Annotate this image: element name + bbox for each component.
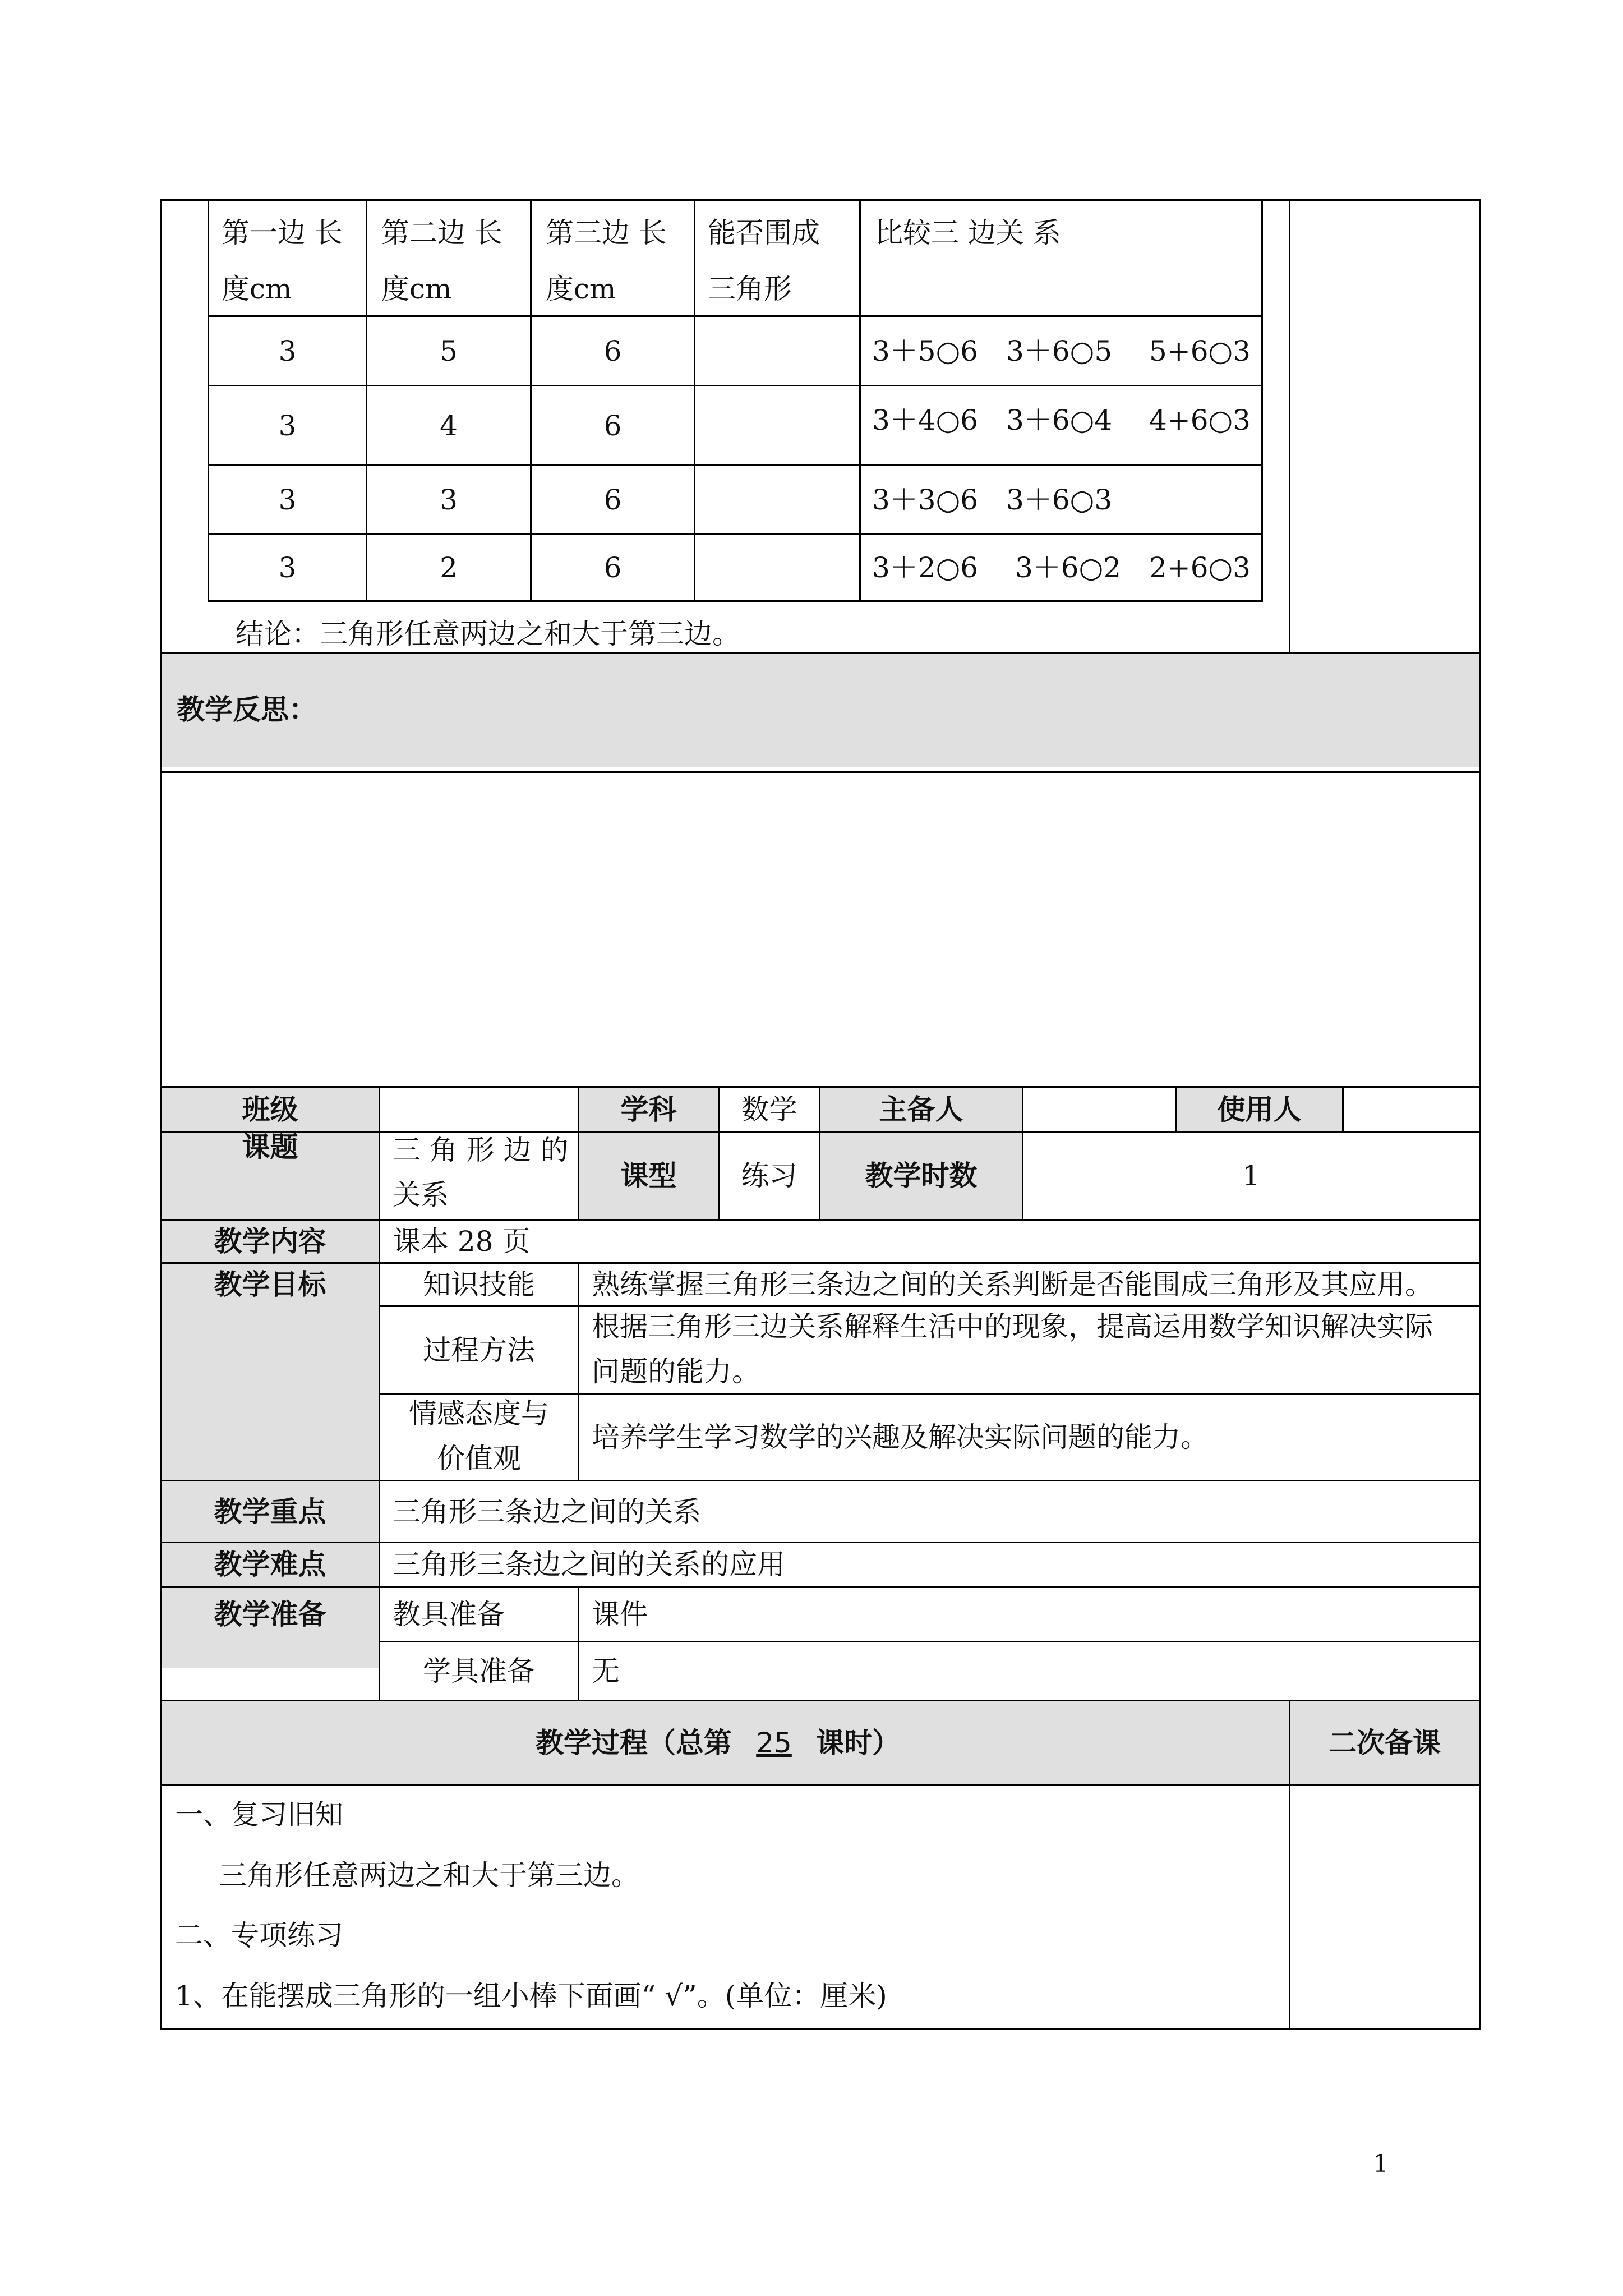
- goal-process-label: 过程方法: [423, 1333, 535, 1366]
- preparer-value: [1038, 1088, 1175, 1131]
- process-line-exercise1: 1、在能摆成三角形的一组小棒下面画“ √”。(单位：厘米): [175, 1980, 887, 2012]
- prep-tools-label: 教具准备: [393, 1598, 505, 1631]
- page-number: 1: [1373, 2150, 1389, 2178]
- prep-student-label: 学具准备: [423, 1655, 535, 1687]
- hours-value: 1: [1242, 1159, 1260, 1192]
- key-value: 三角形三条边之间的关系: [393, 1495, 701, 1528]
- col-line: [578, 1586, 579, 1701]
- row4-side2: 2: [440, 551, 458, 584]
- row-line: [160, 1784, 1481, 1786]
- row1-can-form: [695, 317, 859, 385]
- goal-knowledge-value: 熟练掌握三角形三条边之间的关系判断是否能围成三角形及其应用。: [592, 1268, 1433, 1301]
- key-label: 教学重点: [214, 1495, 326, 1528]
- header-side3-line1: 第三边 长: [546, 217, 667, 249]
- type-label: 课型: [620, 1159, 677, 1192]
- reflection-header-bg: [160, 652, 1481, 767]
- process-line-rule: 三角形任意两边之和大于第三边。: [219, 1859, 639, 1892]
- preparer-label: 主备人: [879, 1093, 963, 1126]
- subject-value: 数学: [741, 1093, 797, 1126]
- second-prep-column-border-top: [1289, 199, 1290, 654]
- row3-can-form: [695, 466, 859, 533]
- reflection-label: 教学反思：: [177, 693, 317, 726]
- row2-side3: 6: [603, 409, 622, 442]
- difficulty-value: 三角形三条边之间的关系的应用: [393, 1548, 785, 1581]
- goal-knowledge-label: 知识技能: [423, 1268, 535, 1301]
- row4-side3: 6: [603, 551, 622, 584]
- process-line-practice: 二、专项练习: [175, 1919, 343, 1952]
- row1-compare: 3＋5○6 3＋6○5 5+6○3: [872, 334, 1251, 367]
- goal-process-value-line2: 问题的能力。: [592, 1355, 760, 1388]
- row3-side1: 3: [278, 483, 297, 516]
- header-compare: 比较三 边关 系: [875, 217, 1061, 249]
- goal-attitude-label-line1: 情感态度与: [409, 1397, 549, 1430]
- conclusion: 结论：三角形任意两边之和大于第三边。: [236, 618, 740, 650]
- header-side3-line2: 度cm: [546, 273, 616, 305]
- header-side2-line2: 度cm: [381, 273, 452, 305]
- row3-side3: 6: [603, 483, 622, 516]
- prep-tools-value: 课件: [592, 1598, 648, 1631]
- header-side2-line1: 第二边 长: [381, 217, 502, 249]
- row3-side2: 3: [440, 483, 458, 516]
- row4-can-form: [695, 535, 859, 600]
- row2-side1: 3: [278, 409, 297, 442]
- user-value: [1357, 1088, 1479, 1131]
- top-border: [160, 199, 1481, 201]
- inner-col-line: [1261, 199, 1263, 602]
- row1-side3: 6: [603, 334, 622, 367]
- goals-label: 教学目标: [214, 1268, 326, 1301]
- header-can-form-line2: 三角形: [708, 273, 792, 305]
- user-label: 使用人: [1217, 1093, 1302, 1126]
- prep-student-value: 无: [592, 1655, 620, 1687]
- prep-label: 教学准备: [214, 1598, 326, 1631]
- col-line: [578, 1262, 579, 1481]
- goal-process-value-line1: 根据三角形三边关系解释生活中的现象，提高运用数学知识解决实际: [592, 1310, 1433, 1343]
- row2-compare: 3＋4○6 3＋6○4 4+6○3: [872, 404, 1251, 436]
- topic-value-line2: 关系: [393, 1179, 449, 1211]
- header-side1-line2: 度cm: [222, 273, 292, 305]
- content-label: 教学内容: [214, 1225, 326, 1258]
- row2-side2: 4: [440, 409, 458, 442]
- type-value: 练习: [741, 1159, 797, 1192]
- content-value: 课本 28 页: [393, 1225, 531, 1258]
- subject-label: 学科: [620, 1093, 677, 1126]
- process-prefix: 教学过程（总第: [536, 1726, 732, 1759]
- goal-attitude-value: 培养学生学习数学的兴趣及解决实际问题的能力。: [592, 1421, 1209, 1453]
- row2-can-form: [695, 386, 859, 464]
- header-can-form-line1: 能否围成: [708, 217, 820, 249]
- row1-side1: 3: [278, 334, 297, 367]
- outer-right-border: [1479, 199, 1481, 2030]
- col-line: [1342, 1086, 1344, 1131]
- topic-label: 课题: [242, 1131, 298, 1163]
- header-side1-line1: 第一边 长: [222, 217, 343, 249]
- bottom-border: [160, 2028, 1481, 2030]
- process-title: [536, 1701, 900, 1784]
- process-line-review: 一、复习旧知: [175, 1798, 343, 1831]
- process-suffix: 课时）: [816, 1726, 900, 1759]
- difficulty-label: 教学难点: [214, 1548, 326, 1581]
- row4-compare: 3＋2○6 3＋6○2 2+6○3: [872, 551, 1251, 584]
- inner-col-line: [859, 199, 861, 602]
- topic-value-line1: 三 角 形 边 的: [393, 1134, 569, 1166]
- class-label: 班级: [242, 1093, 298, 1126]
- process-number: 25: [756, 1726, 792, 1759]
- second-prep-label: 二次备课: [1329, 1726, 1441, 1759]
- goal-attitude-label-line2: 价值观: [437, 1442, 521, 1475]
- reflection-bottom-line: [160, 771, 1481, 773]
- row1-side2: 5: [440, 334, 458, 367]
- hours-label: 教学时数: [865, 1159, 978, 1192]
- row3-compare: 3＋3○6 3＋6○3: [872, 483, 1113, 516]
- row4-side1: 3: [278, 551, 297, 584]
